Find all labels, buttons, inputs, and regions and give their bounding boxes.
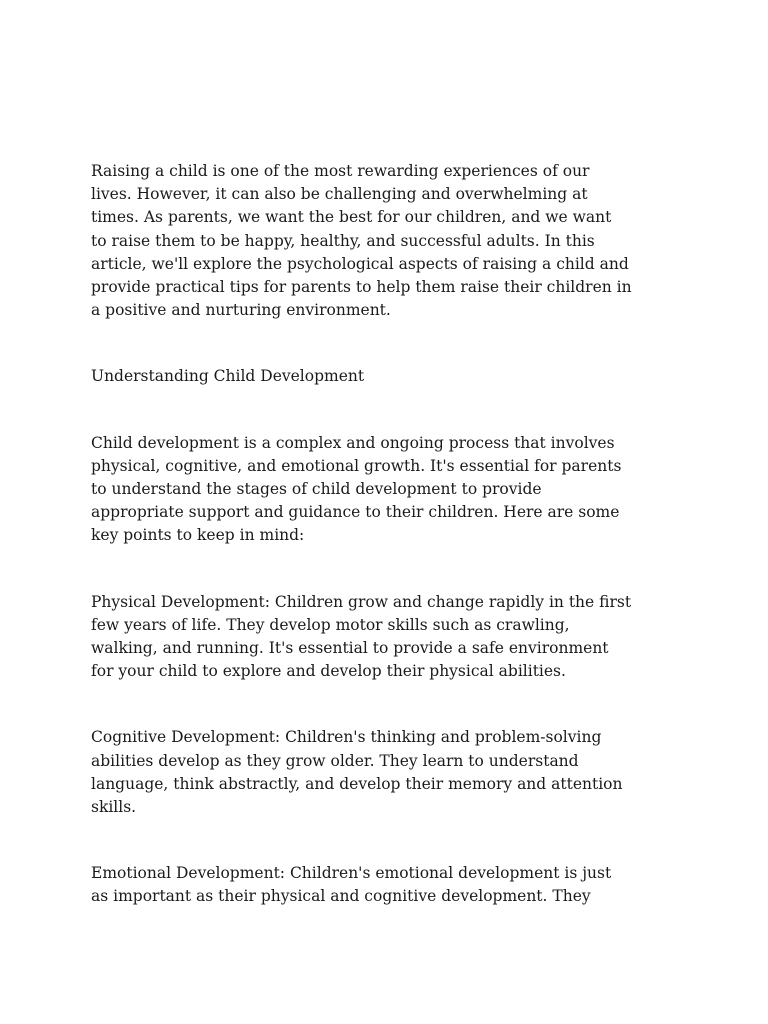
- text-line: for your child to explore and develop their physical abilities.: [91, 662, 566, 681]
- text-line: lives. However, it can also be challenging and overwhelming at: [91, 185, 588, 204]
- text-line: abilities develop as they grow older. They learn to understand: [91, 751, 579, 770]
- text-line: Child development is a complex and ongoing process that involves: [91, 433, 615, 452]
- text-line: skills.: [91, 798, 137, 817]
- text-line: few years of life. They develop motor skills such as crawling,: [91, 615, 570, 634]
- text-line: provide practical tips for parents to help them raise their children in: [91, 278, 632, 297]
- text-line: Physical Development: Children grow and change rapidly in the first: [91, 592, 632, 611]
- text-line: Cognitive Development: Children's thinking and problem-solving: [91, 728, 602, 747]
- text-line: to raise them to be happy, healthy, and successful adults. In this: [91, 231, 595, 250]
- text-line: to understand the stages of child development to provide: [91, 480, 542, 499]
- heading-text: Understanding Child Development: [91, 367, 365, 386]
- text-line: walking, and running. It's essential to provide a safe environment: [91, 639, 609, 658]
- development-paragraph: [91, 432, 711, 548]
- physical-development-paragraph: [91, 591, 711, 684]
- text-line: a positive and nurturing environment.: [91, 301, 391, 320]
- emotional-development-paragraph: [91, 862, 711, 908]
- text-line: language, think abstractly, and develop their memory and attention: [91, 774, 623, 793]
- document-body: [91, 160, 711, 909]
- section-heading: [91, 365, 711, 388]
- text-line: key points to keep in mind:: [91, 526, 305, 545]
- text-line: article, we'll explore the psychological aspects of raising a child and: [91, 254, 629, 273]
- cognitive-development-paragraph: [91, 726, 711, 819]
- text-line: physical, cognitive, and emotional growth. It's essential for parents: [91, 456, 622, 475]
- text-line: times. As parents, we want the best for our children, and we want: [91, 208, 612, 227]
- text-line: Raising a child is one of the most rewarding experiences of our: [91, 162, 590, 180]
- text-line: as important as their physical and cognitive development. They: [91, 887, 591, 906]
- text-line: appropriate support and guidance to their children. Here are some: [91, 503, 620, 522]
- intro-paragraph: [91, 160, 711, 322]
- text-line: Emotional Development: Children's emotional development is just: [91, 864, 612, 883]
